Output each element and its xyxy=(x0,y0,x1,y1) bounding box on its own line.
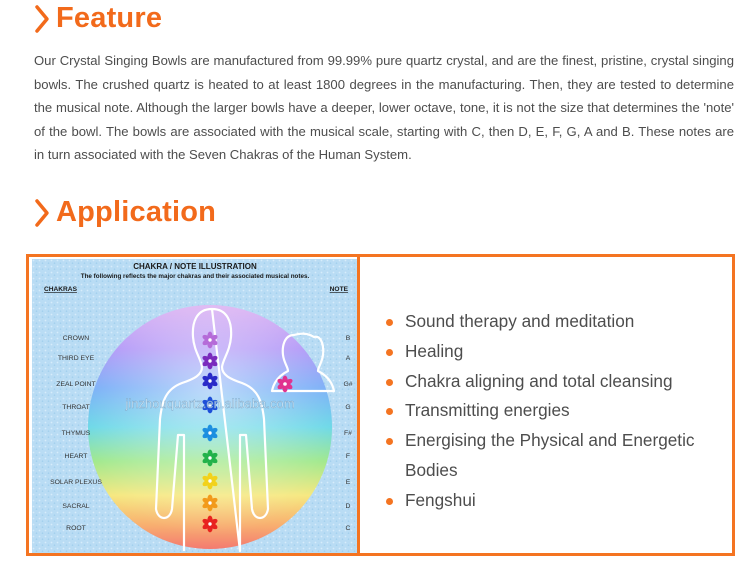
bullet-icon xyxy=(386,408,393,415)
bullet-icon xyxy=(386,438,393,445)
note-label: E xyxy=(345,479,351,486)
note-header: NOTE xyxy=(329,286,348,293)
chakra-label: SACRAL xyxy=(62,503,90,510)
feature-heading xyxy=(34,2,162,35)
list-item: Sound therapy and meditation xyxy=(381,307,731,337)
list-item: Chakra aligning and total cleansing xyxy=(381,367,731,397)
note-label: C xyxy=(345,525,351,532)
list-item: Fengshui xyxy=(381,486,731,516)
chakra-label: ZEAL POINT xyxy=(56,381,96,388)
feature-description: Our Crystal Singing Bowls are manufactured from 99.99% pure quartz crystal, and are the finest, pristine, crystal singing bowls. The crushed quartz is heated to at least 1800 degrees in the manufacturing. Then, they are tested to determine the musical note. Although the larger bowls have a deeper, lower octave, tone, it is not the size that determines the 'note' of the bowl. The bowls are associated with the musical scale, starting with C, then D, E, F, G, A and B. These notes are in turn associated with the Seven Chakras of the Human System. xyxy=(34,53,734,163)
illustration-subtitle: The following reflects the major chakras and their associated musical notes. xyxy=(80,273,310,280)
note-label: B xyxy=(345,335,351,342)
chakra-label: THROAT xyxy=(62,404,90,411)
chakra-label: SOLAR PLEXUS xyxy=(50,479,102,486)
chakras-header: CHAKRAS xyxy=(44,286,77,293)
chakra-illustration xyxy=(32,259,358,553)
chakra-label: THIRD EYE xyxy=(57,355,95,362)
chakra-label: HEART xyxy=(64,453,88,460)
list-item: Transmitting energies xyxy=(381,396,731,426)
note-label: G xyxy=(345,404,351,411)
feature-title: Feature xyxy=(56,2,163,34)
application-list xyxy=(381,307,731,516)
list-item: Healing xyxy=(381,337,731,367)
application-title: Application xyxy=(56,196,217,228)
watermark: jinzhouquartz.en.alibaba.com xyxy=(125,396,295,411)
note-label: D xyxy=(345,503,351,510)
note-label: G# xyxy=(343,381,353,388)
bullet-icon xyxy=(386,349,393,356)
chakra-label: THYMUS xyxy=(61,430,91,437)
illustration-title: CHAKRA / NOTE ILLUSTRATION xyxy=(133,262,257,271)
chevron-right-icon xyxy=(34,198,50,228)
application-heading xyxy=(34,196,216,229)
chakra-label: CROWN xyxy=(62,335,90,342)
note-label: A xyxy=(345,355,351,362)
bullet-icon xyxy=(386,379,393,386)
chakra-label: ROOT xyxy=(66,525,86,532)
bullet-icon xyxy=(386,498,393,505)
note-label: F xyxy=(345,453,351,460)
box-divider xyxy=(357,257,360,553)
application-box xyxy=(26,254,735,556)
list-item: Energising the Physical and Energetic Bodies xyxy=(381,426,731,486)
bullet-icon xyxy=(386,319,393,326)
note-label: F# xyxy=(344,430,352,437)
chevron-right-icon xyxy=(34,4,50,34)
